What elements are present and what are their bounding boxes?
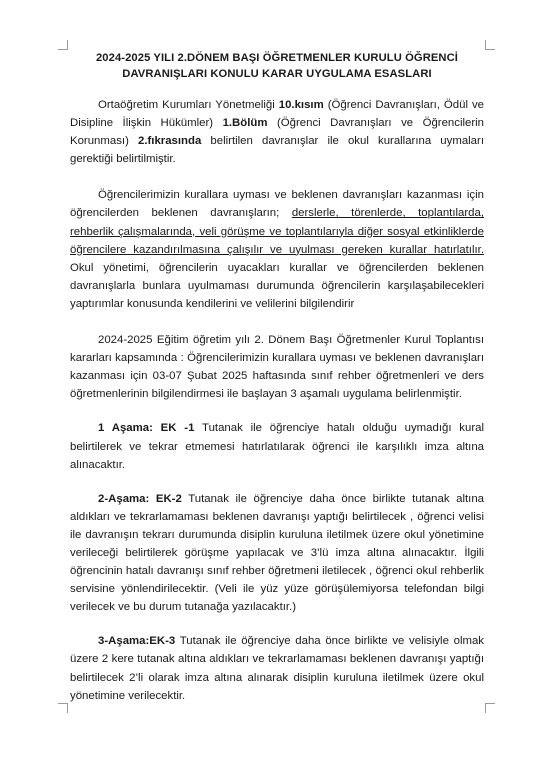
p2-text-2: Okul yönetimi, öğrencilerin uyacakları kurallar ve öğrencilerden beklenen davranışlarla bunlara uyulmaması durumunda öğrencilerin karşılaşabilecekleri yaptırımlar konusunda kendilerini ve velilerini bilgilendirir — [70, 261, 484, 310]
paragraph-expected-behaviors — [70, 186, 484, 313]
paragraph-stage-1 — [70, 419, 484, 473]
paragraph-meeting-decisions — [70, 331, 484, 403]
stage-3-heading: 3-Aşama:EK-3 — [98, 635, 176, 648]
stage-1-text: Tutanak ile öğrenciye hatalı olduğu uymadığı kural belirtilerek ve tekrar etmemesi hatırlatılarak öğrenci ile karşılıklı imza altına alınacaktır. — [70, 422, 484, 471]
p1-text-4: belirtilen davranışlar ile okul kurallarına uymaları gerektiği belirtilmiştir. — [70, 135, 484, 166]
document-page — [70, 50, 484, 705]
paragraph-stage-3 — [70, 632, 484, 704]
document-title — [70, 50, 484, 82]
stage-2-text: Tutanak ile öğrenciye daha önce birlikte tutanak altına aldıkları ve tekrarlamaması beklenen davranışı yaptığı belirtilecek , öğrenci velisi ile davranışın tekrarı durumunda disiplin kuruluna iletilmek üzere okul yönetimine verileceği belirtilerek görüşme yapılacak ve 3’lü imza altına alınacaktır. İlgili öğrencinin hatalı davranışı sınıf rehber öğretmeni iletilecek , öğrenci okul rehberlik servisine yönlendirilecektir. (Veli ile yüz yüze görüşülemiyorsa telefondan bilgi verilecek ve bu durum tutanağa yazılacaktır.) — [70, 492, 484, 614]
p1-text-2: (Öğrenci Davranışları, Ödül ve Disipline İlişkin Hükümler) — [70, 99, 484, 130]
p1-text-1: Ortaöğretim Kurumları Yönetmeliği — [98, 99, 279, 111]
stage-1-heading: 1 Aşama: EK -1 — [98, 422, 195, 435]
title-line-2: DAVRANIŞLARI KONULU KARAR UYGULAMA ESASLARI — [122, 68, 432, 80]
crop-mark-top-left — [58, 40, 68, 50]
p1-text-3: (Öğrenci Davranışları ve Öğrencilerin Korunması) — [70, 117, 484, 148]
crop-mark-top-right — [485, 40, 495, 50]
crop-mark-bottom-left — [58, 703, 68, 713]
p1-bold-1: 10.kısım — [278, 99, 324, 111]
p3-text-1: 2024-2025 Eğitim öğretim yılı 2. Dönem Başı Öğretmenler Kurul Toplantısı kararları kapsamında : Öğrencilerimizin kurallara uyması ve beklenen davranışları kazanması için 03-07 Şubat 2025 haftasında sınıf rehber öğretmenleri ve ders öğretmenlerinin bilgilendirmesi ile başlayan 3 aşamalı uygulama belirlenmiştir. — [70, 334, 484, 401]
crop-mark-bottom-right — [485, 703, 495, 713]
stage-3-text: Tutanak ile öğrenciye daha önce birlikte ve velisiyle olmak üzere 2 kere tutanak altına aldıkları ve tekrarlamaması beklenen davranışı yaptığı belirtilecek 2’li olarak imza altına alınarak disiplin kuruluna iletilmek üzere okul yönetimine verilecektir. — [70, 635, 484, 702]
p2-text-1: Öğrencilerimizin kurallara uyması ve beklenen davranışları kazanması için öğrencilerden beklenen davranışların; — [70, 189, 484, 220]
stage-2-heading: 2-Aşama: EK-2 — [98, 492, 182, 505]
paragraph-regulation — [70, 96, 484, 168]
p2-underlined: derslerle, törenlerde, toplantılarda, rehberlik çalışmalarında, veli görüşme ve toplantılarıyla diğer sosyal etkinliklerde öğrencilere kazandırılmasına çalışılır ve uyulması gereken kurallar hatırlatılır. — [70, 207, 484, 256]
p1-bold-2: 1.Bölüm — [222, 117, 268, 130]
p1-bold-3: 2.fıkrasında — [138, 135, 202, 148]
title-line-1: 2024-2025 YILI 2.DÖNEM BAŞI ÖĞRETMENLER KURULU ÖĞRENCİ — [95, 52, 459, 64]
paragraph-stage-2 — [70, 490, 484, 617]
